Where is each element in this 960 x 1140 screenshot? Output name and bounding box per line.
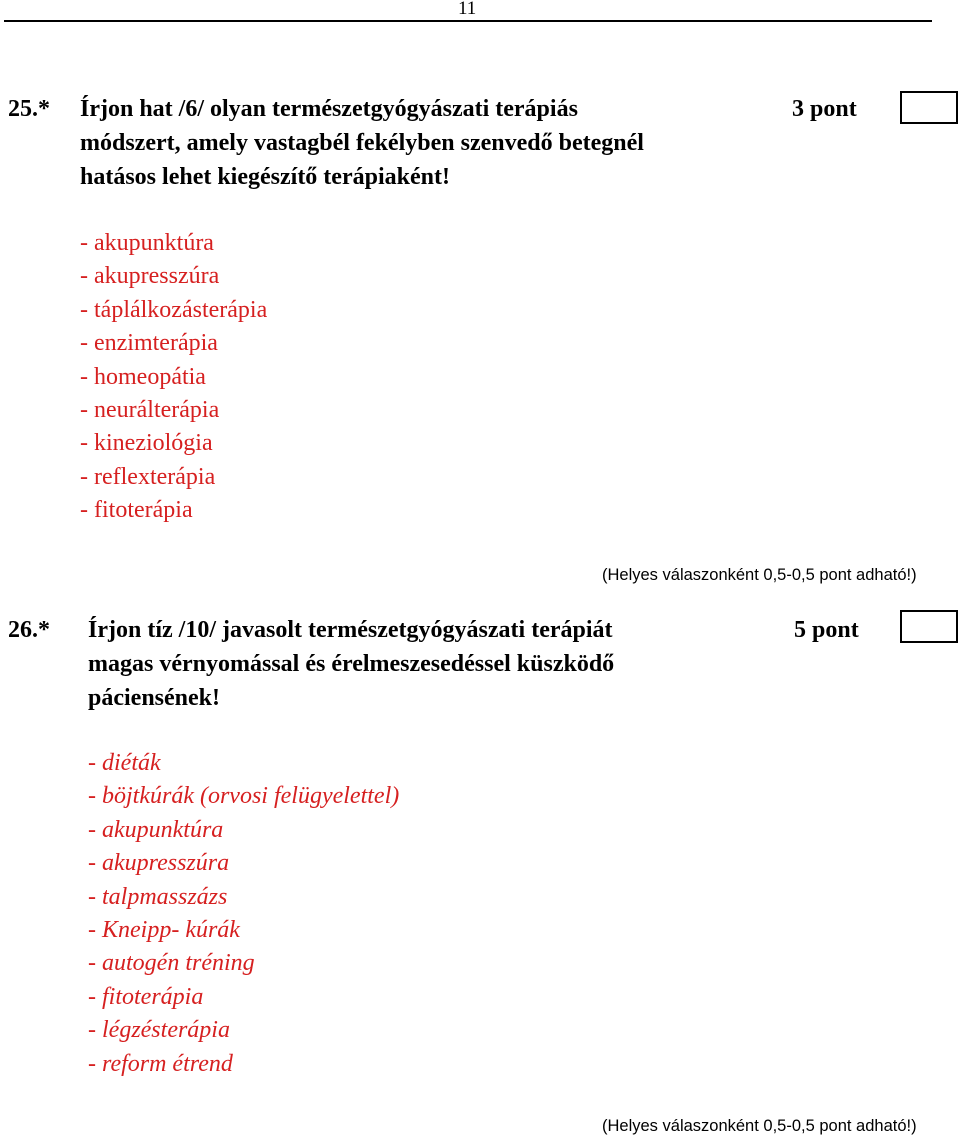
list-item: - akupresszúra	[88, 850, 230, 877]
question-26-scoring-note: (Helyes válaszonként 0,5-0,5 pont adható!)	[602, 1117, 917, 1135]
question-26-prompt-line: magas vérnyomással és érelmeszesedéssel küszködő	[88, 651, 615, 677]
list-item: - légzésterápia	[88, 1017, 230, 1044]
list-item: - neurálterápia	[80, 397, 220, 424]
question-26-prompt-line: páciensének!	[88, 685, 220, 711]
header-rule	[4, 20, 932, 22]
question-25-prompt-line: módszert, amely vastagbél fekélyben szenvedő betegnél	[80, 130, 644, 156]
question-25-points: 3 pont	[792, 96, 857, 122]
list-item: - táplálkozásterápia	[80, 296, 268, 323]
list-item: - talpmasszázs	[88, 883, 228, 910]
question-26-prompt	[88, 613, 778, 715]
list-item: - akupunktúra	[80, 230, 214, 256]
page-number: 11	[458, 0, 477, 19]
list-item: - diéták	[88, 750, 161, 776]
list-item: - Kneipp- kúrák	[88, 917, 240, 944]
list-item: - akupresszúra	[80, 263, 220, 290]
question-26-score-box[interactable]	[900, 610, 958, 643]
list-item: - böjtkúrák (orvosi felügyelettel)	[88, 783, 400, 810]
list-item: - fitoterápia	[80, 497, 193, 524]
question-25-prompt-line: hatásos lehet kiegészítő terápiaként!	[80, 164, 450, 190]
question-26-number: 26.*	[8, 617, 50, 643]
list-item: - fitoterápia	[88, 983, 204, 1010]
list-item: - akupunktúra	[88, 816, 224, 843]
question-25-number: 25.*	[8, 96, 50, 122]
question-25-prompt	[80, 92, 770, 194]
question-26-prompt-line: Írjon tíz /10/ javasolt természetgyógyászati terápiát	[88, 617, 613, 643]
list-item: - reflexterápia	[80, 463, 216, 490]
question-25-answer-list	[80, 227, 267, 528]
list-item: - enzimterápia	[80, 330, 218, 357]
list-item: - homeopátia	[80, 363, 206, 390]
question-25-prompt-line: Írjon hat /6/ olyan természetgyógyászati terápiás	[80, 96, 578, 122]
list-item: - autogén tréning	[88, 950, 255, 977]
question-26-answer-list	[88, 747, 399, 1081]
list-item: - kineziológia	[80, 430, 213, 457]
list-item: - reform étrend	[88, 1050, 233, 1077]
question-25-score-box[interactable]	[900, 91, 958, 124]
question-26-points: 5 pont	[794, 617, 859, 643]
question-25-scoring-note: (Helyes válaszonként 0,5-0,5 pont adható!)	[602, 566, 917, 584]
